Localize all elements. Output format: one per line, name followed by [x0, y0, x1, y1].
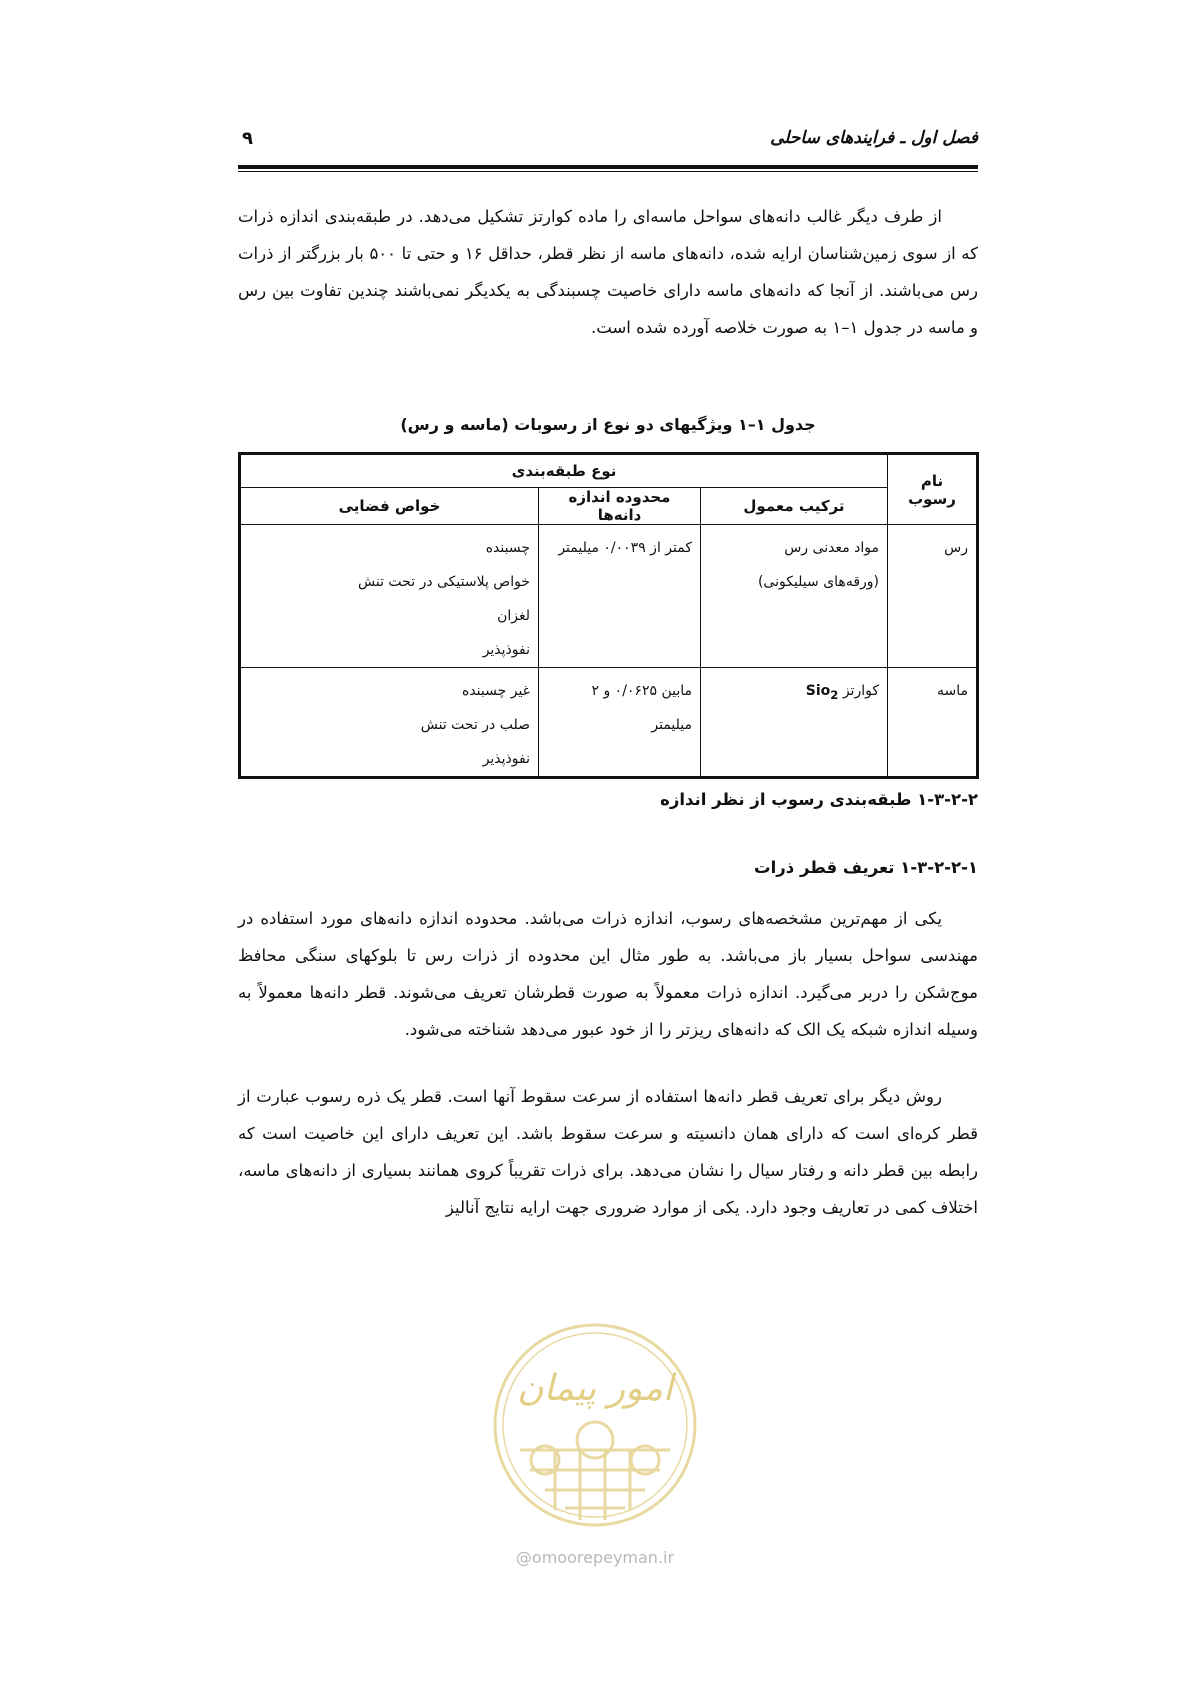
- table-caption: جدول ۱–۱ ویژگیهای دو نوع از رسوبات (ماسه و رس): [400, 415, 816, 434]
- watermark-logo: [485, 1310, 705, 1555]
- row-name: ماسه: [888, 668, 978, 778]
- property-line: لغزان: [497, 608, 530, 624]
- composition-formula: Sio$_2$: [805, 683, 839, 702]
- table-row: [240, 668, 978, 778]
- row-size-range: کمتر از ۰/۰۰۳۹ میلیمتر: [539, 525, 701, 668]
- property-line: خواص پلاستیکی در تحت تنش: [358, 574, 530, 590]
- body-paragraph: یکی از مهم‌ترین مشخصه‌های رسوب، اندازه ذرات می‌باشد. محدوده اندازه دانه‌های مورد استفاده در مهندسی سواحل بسیار باز می‌باشد. به طور مثال این محدوده از ذرات رس تا بلوکهای سنگی محافظ موج‌شکن را دربر می‌گیرد. اندازه ذرات معمولاً به صورت قطرشان تعریف می‌شوند. قطر دانه‌ها معمولاً به وسیله اندازه شبکه یک الک که دانه‌های ریزتر را از خود عبور می‌دهد شناخته می‌شود.: [238, 909, 978, 1039]
- composition-prefix: کوارتز: [842, 683, 879, 699]
- row-composition: [701, 668, 888, 778]
- property-line: صلب در تحت تنش: [420, 717, 530, 733]
- composition-line: مواد معدنی رس: [784, 540, 879, 556]
- watermark-logo-text: امور پیمان: [517, 1368, 673, 1409]
- subsection-heading: ۱-۳-۲-۲-۱ تعریف قطر ذرات: [754, 858, 978, 877]
- row-properties: [240, 525, 539, 668]
- property-line: نفوذپذیر: [482, 751, 530, 767]
- row-composition: [701, 525, 888, 668]
- header-classification-type: نوع طبقه‌بندی: [240, 454, 888, 488]
- header-rule-thin: [238, 171, 978, 172]
- header-properties: خواص فضایی: [240, 488, 539, 525]
- page-header: [238, 128, 978, 158]
- chapter-title: فصل اول ـ فرایندهای ساحلی: [770, 128, 978, 148]
- composition-line: (ورقه‌های سیلیکونی): [757, 574, 879, 590]
- property-line: نفوذپذیر: [482, 642, 530, 658]
- sediment-table: [238, 452, 979, 779]
- property-line: چسبنده: [485, 540, 530, 556]
- section-heading: ۱-۳-۲-۲ طبقه‌بندی رسوب از نظر اندازه: [660, 790, 978, 809]
- header-sediment-name: نام رسوب: [888, 454, 978, 525]
- header-composition: ترکیب معمول: [701, 488, 888, 525]
- header-rule-thick: [238, 165, 978, 169]
- watermark-site: @omoorepeyman.ir: [515, 1548, 675, 1567]
- header-size-range: محدوده اندازه دانه‌ها: [539, 488, 701, 525]
- page-number: ۹: [242, 128, 253, 149]
- row-properties: [240, 668, 539, 778]
- intro-paragraph: از طرف دیگر غالب دانه‌های سواحل ماسه‌ای را ماده کوارتز تشکیل می‌دهد. در طبقه‌بندی اندازه ذرات که از سوی زمین‌شناسان ارایه شده، دانه‌های ماسه از نظر قطر، حداقل ۱۶ و حتی تا ۵۰۰ بار بزرگتر از ذرات رس می‌باشند. از آنجا که دانه‌های ماسه دارای خاصیت چسبندگی به یکدیگر نمی‌باشند چندین تفاوت بین رس و ماسه در جدول ۱–۱ به صورت خلاصه آورده شده است.: [238, 207, 979, 337]
- row-name: رس: [888, 525, 978, 668]
- property-line: غیر چسبنده: [462, 683, 530, 699]
- row-size-range: مابین ۰/۰۶۲۵ و ۲ میلیمتر: [539, 668, 701, 778]
- body-paragraph: روش دیگر برای تعریف قطر دانه‌ها استفاده از سرعت سقوط آنها است. قطر یک ذره رسوب عبارت از قطر کره‌ای است که دارای همان دانسیته و سرعت سقوط باشد. این تعریف دارای این خاصیت است که رابطه بین قطر دانه و رفتار سیال را نشان می‌دهد. برای ذرات تقریباً کروی همانند بسیاری از دانه‌های ماسه، اختلاف کمی در تعاریف وجود دارد. یکی از موارد ضروری جهت ارایه نتایج آنالیز: [238, 1087, 978, 1217]
- table-row: [240, 525, 978, 668]
